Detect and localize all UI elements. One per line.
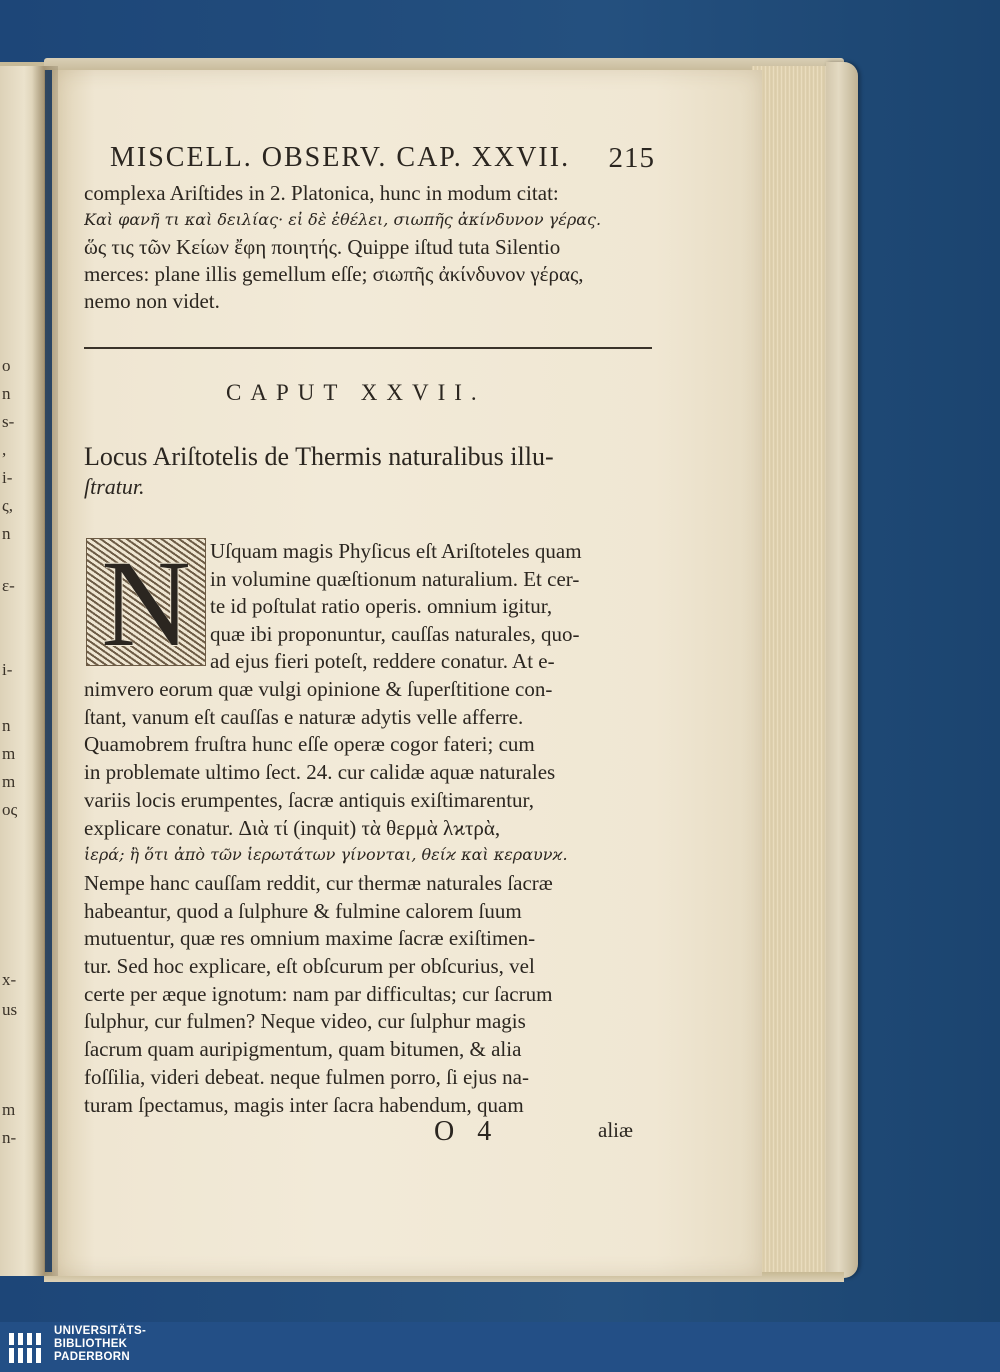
library-footer-bar bbox=[0, 1322, 1000, 1372]
library-logo-line-2: BIBLIOTHEK bbox=[54, 1338, 128, 1350]
body-text-line: nimvero eorum quæ vulgi opinione & ſuperſtitione con- bbox=[84, 677, 553, 701]
catchword: aliæ bbox=[598, 1118, 633, 1142]
library-logo-line-1: UNIVERSITÄTS- bbox=[54, 1325, 147, 1337]
body-text-line: Nempe hanc cauſſam reddit, cur thermæ naturales ſacræ bbox=[84, 870, 553, 895]
previous-page-fragment: ε- bbox=[2, 576, 15, 595]
decorated-initial bbox=[86, 535, 206, 672]
body-text-line: in problemate ultimo ſect. 24. cur calidæ aquæ naturales bbox=[84, 760, 556, 785]
body-text-line: quæ ibi proponuntur, cauſſas naturales, quo- bbox=[210, 621, 580, 646]
body-text-line: ad ejus fieri poteſt, reddere conatur. At e- bbox=[210, 649, 555, 674]
previous-page-fragment: us bbox=[2, 1000, 18, 1019]
top-paragraph-line: complexa Ariſtides in 2. Platonica, hunc in modum citat: bbox=[84, 181, 559, 205]
body-text-line: tur. Sed hoc explicare, eſt obſcurum per obſcurius, vel bbox=[84, 954, 535, 978]
spine-gutter bbox=[32, 66, 58, 1276]
page-edges-stack bbox=[752, 66, 832, 1272]
running-header bbox=[110, 142, 655, 182]
body-text-line: foſſilia, videri debeat. neque fulmen porro, ſi ejus na- bbox=[84, 1064, 529, 1089]
previous-page-fragment: i- bbox=[2, 468, 13, 487]
body-text-line: ſulphur, cur fulmen? Neque video, cur ſulphur magis bbox=[84, 1009, 526, 1034]
signature-mark: O 4 bbox=[434, 1116, 500, 1147]
body-text-line: certe per æque ignotum: nam par difficultas; cur ſacrum bbox=[84, 981, 553, 1006]
body-text-line: ἱερά; ἢ ὅτι ἀπὸ τῶν ἱερωτάτων γίνονται, θείϰ καὶ κεραυνϰ. bbox=[84, 845, 568, 865]
book-cover-right bbox=[826, 62, 858, 1278]
previous-page-fragment: n bbox=[2, 384, 11, 403]
previous-page-fragment: s- bbox=[2, 412, 15, 431]
previous-page-fragment: n- bbox=[2, 1128, 17, 1147]
body-text-line: variis locis erumpentes, ſacræ antiquis exiſtimarentur, bbox=[84, 787, 534, 812]
previous-page-fragment: ς, bbox=[2, 496, 13, 515]
body-text-line: ſacrum quam auripigmentum, quam bitumen, & alia bbox=[84, 1037, 522, 1062]
body-text-line: habeantur, quod a ſulphure & fulmine calorem ſuum bbox=[84, 898, 522, 923]
body-text-line: te id poſtulat ratio operis. omnium igitur, bbox=[210, 594, 553, 619]
section-divider bbox=[84, 347, 652, 349]
top-paragraph-line: nemo non videt. bbox=[84, 289, 220, 313]
library-logo-text bbox=[54, 1325, 146, 1364]
previous-page-fragment: n bbox=[2, 716, 11, 735]
page-number: 215 bbox=[608, 142, 655, 174]
body-text-line: in volumine quæſtionum naturalium. Et cer- bbox=[210, 566, 580, 591]
decorated-initial-letter: N bbox=[101, 535, 191, 672]
body-text-line: turam ſpectamus, magis inter ſacra habendum, quam bbox=[84, 1092, 524, 1117]
body-text-line: explicare conatur. Διὰ τί (inquit) τὰ θερμὰ λϰτρὰ, bbox=[84, 815, 501, 840]
body-text-line: mutuentur, quæ res omnium maxime ſacræ exiſtimen- bbox=[84, 926, 536, 951]
top-paragraph-line: Καὶ φανῆ τι καὶ δειλίας· εἰ δὲ ἐθέλει, σιωπῆς ἀκίνδυνον γέρας. bbox=[84, 210, 602, 229]
body-text-line: ſtant, vanum eſt cauſſas e naturæ adytis velle afferre. bbox=[84, 704, 524, 729]
previous-page-fragment: m bbox=[2, 1100, 16, 1119]
previous-page-fragment: m bbox=[2, 744, 16, 763]
chapter-heading-line-1: Locus Ariſtotelis de Thermis naturalibus illu- bbox=[84, 442, 554, 471]
chapter-heading-line-2: ſtratur. bbox=[84, 474, 145, 499]
book-cover-top bbox=[44, 58, 844, 70]
previous-page-fragment: i- bbox=[2, 660, 13, 679]
previous-page-fragment: n bbox=[2, 524, 11, 543]
library-logo-line-3: PADERBORN bbox=[54, 1351, 130, 1363]
top-paragraph-line: ὥς τις τῶν Κείων ἔφη ποιητής. Quippe iſtud tuta Silentio bbox=[84, 235, 561, 259]
previous-page-fragment: oς bbox=[2, 800, 18, 819]
chapter-number: CAPUT XXVII. bbox=[226, 380, 486, 405]
previous-page-fragment: o bbox=[2, 356, 11, 375]
running-header-title: MISCELL. OBSERV. CAP. XXVII. bbox=[110, 142, 571, 173]
body-text-line: Uſquam magis Phyſicus eſt Ariſtoteles quam bbox=[210, 539, 582, 563]
previous-page-fragment: m bbox=[2, 772, 16, 791]
top-paragraph-line: merces: plane illis gemellum eſſe; σιωπῆς ἀκίνδυνον γέρας, bbox=[84, 262, 584, 286]
previous-page-fragment: , bbox=[2, 440, 7, 459]
body-text-line: Quamobrem fruſtra hunc eſſe operæ cogor fateri; cum bbox=[84, 732, 535, 757]
library-logo-icon bbox=[8, 1330, 44, 1366]
previous-page-fragment: x- bbox=[2, 970, 17, 989]
